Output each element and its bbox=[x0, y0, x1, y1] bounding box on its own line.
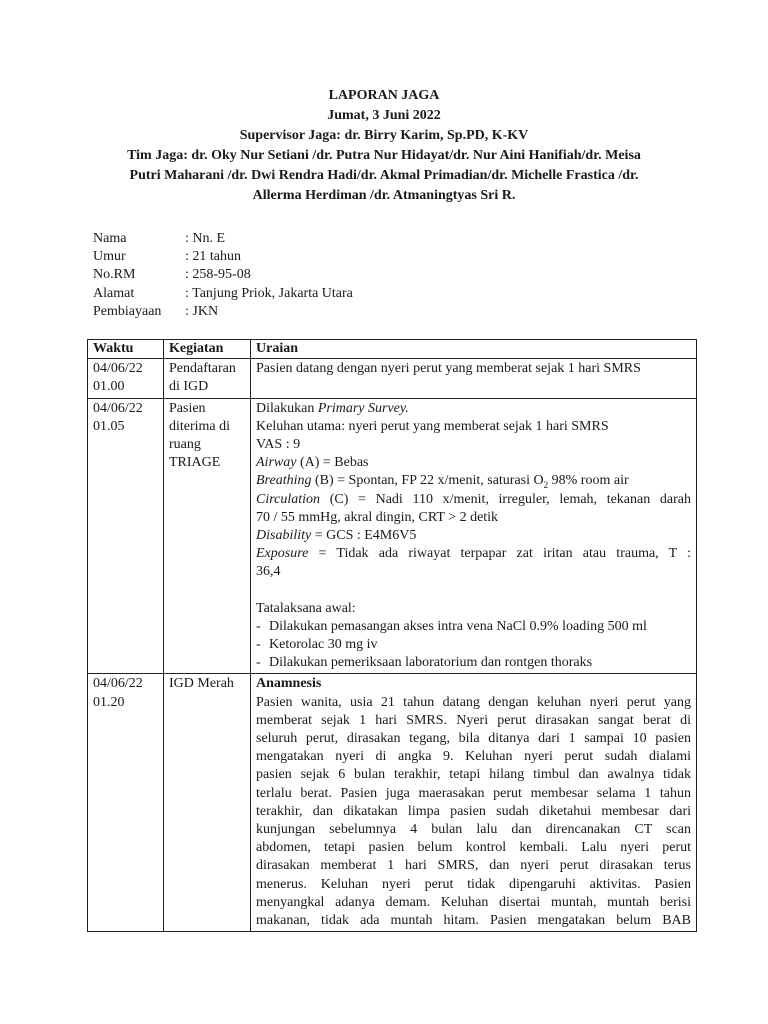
kegiatan-line: di IGD bbox=[169, 379, 209, 395]
anamnesis-line: seluruh perut, dirasakan tegang, bila ditanya dari 1 sampai 10 pasien bbox=[256, 731, 691, 747]
keluhan-line: Keluhan utama: nyeri perut yang memberat sejak 1 hari SMRS bbox=[256, 418, 609, 434]
breathing-value: (B) = Spontan, FP 22 x/menit, saturasi O bbox=[311, 473, 544, 489]
list-item: - Ketorolac 30 mg iv bbox=[256, 637, 378, 653]
report-date: Jumat, 3 Juni 2022 bbox=[327, 108, 441, 123]
activity-log-table bbox=[87, 339, 697, 932]
row-date: 04/06/22 bbox=[93, 361, 143, 377]
uraian-cell bbox=[251, 674, 697, 932]
identity-row-norm bbox=[93, 266, 353, 284]
identity-row-nama bbox=[93, 230, 353, 248]
primary-survey-prefix: Dilakukan bbox=[256, 400, 318, 416]
identity-label: No.RM bbox=[93, 267, 136, 283]
list-item: - Dilakukan pemasangan akses intra vena NaCl 0.9% loading 500 ml bbox=[256, 618, 647, 634]
identity-label: Nama bbox=[93, 231, 127, 246]
anamnesis-line: dirasakan memberat 1 hari SMRS, dan nyeri perut dirasakan terus bbox=[256, 858, 691, 874]
anamnesis-line: mengatakan nyeri di angka 9. Keluhan nyeri perut sudah dialami bbox=[256, 749, 691, 765]
anamnesis-title: Anamnesis bbox=[256, 676, 322, 692]
breathing-term: Breathing bbox=[256, 473, 312, 489]
identity-label: Alamat bbox=[93, 285, 135, 301]
table-row bbox=[88, 398, 697, 674]
anamnesis-line: pasien sejak 6 bulan terakhir, tetapi hilang timbul dan awalnya tidak bbox=[256, 767, 691, 783]
report-header bbox=[0, 86, 768, 206]
waktu-cell bbox=[88, 674, 164, 932]
primary-survey-term: Primary Survey. bbox=[317, 400, 409, 416]
tatalaksana-heading: Tatalaksana awal: bbox=[256, 600, 356, 616]
anamnesis-line: terakhir, dan dikatakan limpa pasien sudah diketahui membesar dari bbox=[256, 803, 691, 819]
spacer bbox=[256, 582, 691, 600]
exposure-line bbox=[256, 545, 691, 563]
identity-row-pembiayaan bbox=[93, 303, 353, 321]
primary-survey-line bbox=[256, 400, 691, 418]
identity-value: : 258-95-08 bbox=[185, 267, 251, 283]
identity-value: : Tanjung Priok, Jakarta Utara bbox=[185, 285, 353, 301]
team-line-2: Putri Maharani /dr. Dwi Rendra Hadi/dr. Akmal Primadian/dr. Michelle Frastica /dr. bbox=[129, 168, 639, 183]
kegiatan-cell bbox=[164, 398, 251, 674]
table-header-row bbox=[88, 340, 697, 359]
anamnesis-line: kunjungan sebelumnya 4 bulan lalu dan direncanakan CT scan bbox=[256, 822, 691, 838]
circulation-term: Circulation bbox=[256, 491, 321, 507]
anamnesis-line: menyangkal adanya demam. Keluhan disertai muntah, muntah berisi bbox=[256, 894, 691, 910]
circulation-line-2: 70 / 55 mmHg, akral dingin, CRT > 2 detik bbox=[256, 509, 499, 525]
kegiatan-line: IGD Merah bbox=[169, 676, 234, 692]
disability-term: Disability bbox=[256, 528, 312, 544]
anamnesis-line: memberat sejak 1 hari SMRS. Nyeri perut dirasakan sangat berat di bbox=[256, 712, 691, 728]
uraian-cell bbox=[251, 398, 697, 674]
uraian-text: Pasien datang dengan nyeri perut yang memberat sejak 1 hari SMRS bbox=[256, 361, 641, 377]
waktu-cell bbox=[88, 359, 164, 398]
row-date: 04/06/22 bbox=[93, 676, 143, 692]
anamnesis-line: makanan, tidak ada muntah hitam. Pasien mengatakan belum BAB bbox=[256, 913, 691, 929]
identity-value: : JKN bbox=[185, 303, 219, 319]
vas-line: VAS : 9 bbox=[256, 437, 301, 453]
anamnesis-line: Pasien wanita, usia 21 tahun datang dengan keluhan nyeri perut yang bbox=[256, 694, 691, 710]
bullet-text: Ketorolac 30 mg iv bbox=[269, 637, 378, 653]
table-row bbox=[88, 359, 697, 398]
identity-row-umur bbox=[93, 248, 353, 266]
kegiatan-cell bbox=[164, 359, 251, 398]
row-time: 01.05 bbox=[93, 418, 125, 434]
bullet-text: Dilakukan pemasangan akses intra vena NaCl 0.9% loading 500 ml bbox=[269, 618, 647, 634]
row-date: 04/06/22 bbox=[93, 400, 143, 416]
patient-identity bbox=[93, 230, 353, 321]
circulation-line bbox=[256, 491, 691, 509]
anamnesis-line: menerus. Keluhan nyeri perut tidak dipengaruhi aktivitas. Pasien bbox=[256, 876, 691, 892]
row-time: 01.00 bbox=[93, 379, 125, 395]
header-uraian: Uraian bbox=[251, 340, 697, 359]
waktu-cell bbox=[88, 398, 164, 674]
identity-value: : Nn. E bbox=[185, 231, 226, 246]
identity-value: : 21 tahun bbox=[185, 249, 241, 265]
airway-line bbox=[256, 454, 691, 472]
supervisor-line: Supervisor Jaga: dr. Birry Karim, Sp.PD, K-KV bbox=[239, 128, 529, 143]
o2-subscript: 2 bbox=[543, 480, 549, 491]
disability-value: = GCS : E4M6V5 bbox=[311, 528, 417, 544]
identity-row-alamat bbox=[93, 285, 353, 303]
anamnesis-line: abdomen, tetapi pasien belum kontrol kembali. Lalu nyeri perut bbox=[256, 840, 691, 856]
table-row bbox=[88, 674, 697, 932]
exposure-term: Exposure bbox=[256, 546, 309, 562]
kegiatan-line: Pasien bbox=[169, 400, 206, 416]
kegiatan-line: diterima di bbox=[169, 418, 231, 434]
kegiatan-line: Pendaftaran bbox=[169, 361, 236, 377]
row-time: 01.20 bbox=[93, 694, 125, 710]
team-line-3: Allerma Herdiman /dr. Atmaningtyas Sri R. bbox=[252, 188, 516, 203]
identity-label: Umur bbox=[93, 249, 126, 265]
list-item: - Dilakukan pemeriksaan laboratorium dan rontgen thoraks bbox=[256, 655, 593, 671]
report-title: LAPORAN JAGA bbox=[328, 88, 440, 103]
airway-value: (A) = Bebas bbox=[296, 455, 369, 471]
exposure-line-2: 36,4 bbox=[256, 564, 281, 580]
circulation-value: (C) = Nadi 110 x/menit, irreguler, lemah, tekanan darah bbox=[320, 491, 691, 507]
kegiatan-cell bbox=[164, 674, 251, 932]
identity-label: Pembiayaan bbox=[93, 303, 162, 319]
disability-line bbox=[256, 527, 691, 545]
airway-term: Airway bbox=[256, 455, 297, 471]
kegiatan-line: TRIAGE bbox=[169, 455, 221, 471]
bullet-text: Dilakukan pemeriksaan laboratorium dan rontgen thoraks bbox=[269, 655, 593, 671]
breathing-line bbox=[256, 472, 691, 490]
exposure-value: = Tidak ada riwayat terpapar zat iritan atau trauma, T : bbox=[308, 546, 691, 562]
header-kegiatan: Kegiatan bbox=[164, 340, 251, 359]
uraian-cell bbox=[251, 359, 697, 398]
breathing-tail: 98% room air bbox=[548, 473, 629, 489]
header-waktu: Waktu bbox=[88, 340, 164, 359]
kegiatan-line: ruang bbox=[169, 437, 201, 453]
anamnesis-line: terlalu berat. Pasien juga maerasakan perut membesar selama 1 tahun bbox=[256, 785, 691, 801]
team-line-1: Tim Jaga: dr. Oky Nur Setiani /dr. Putra Nur Hidayat/dr. Nur Aini Hanifiah/dr. Meisa bbox=[127, 148, 641, 163]
